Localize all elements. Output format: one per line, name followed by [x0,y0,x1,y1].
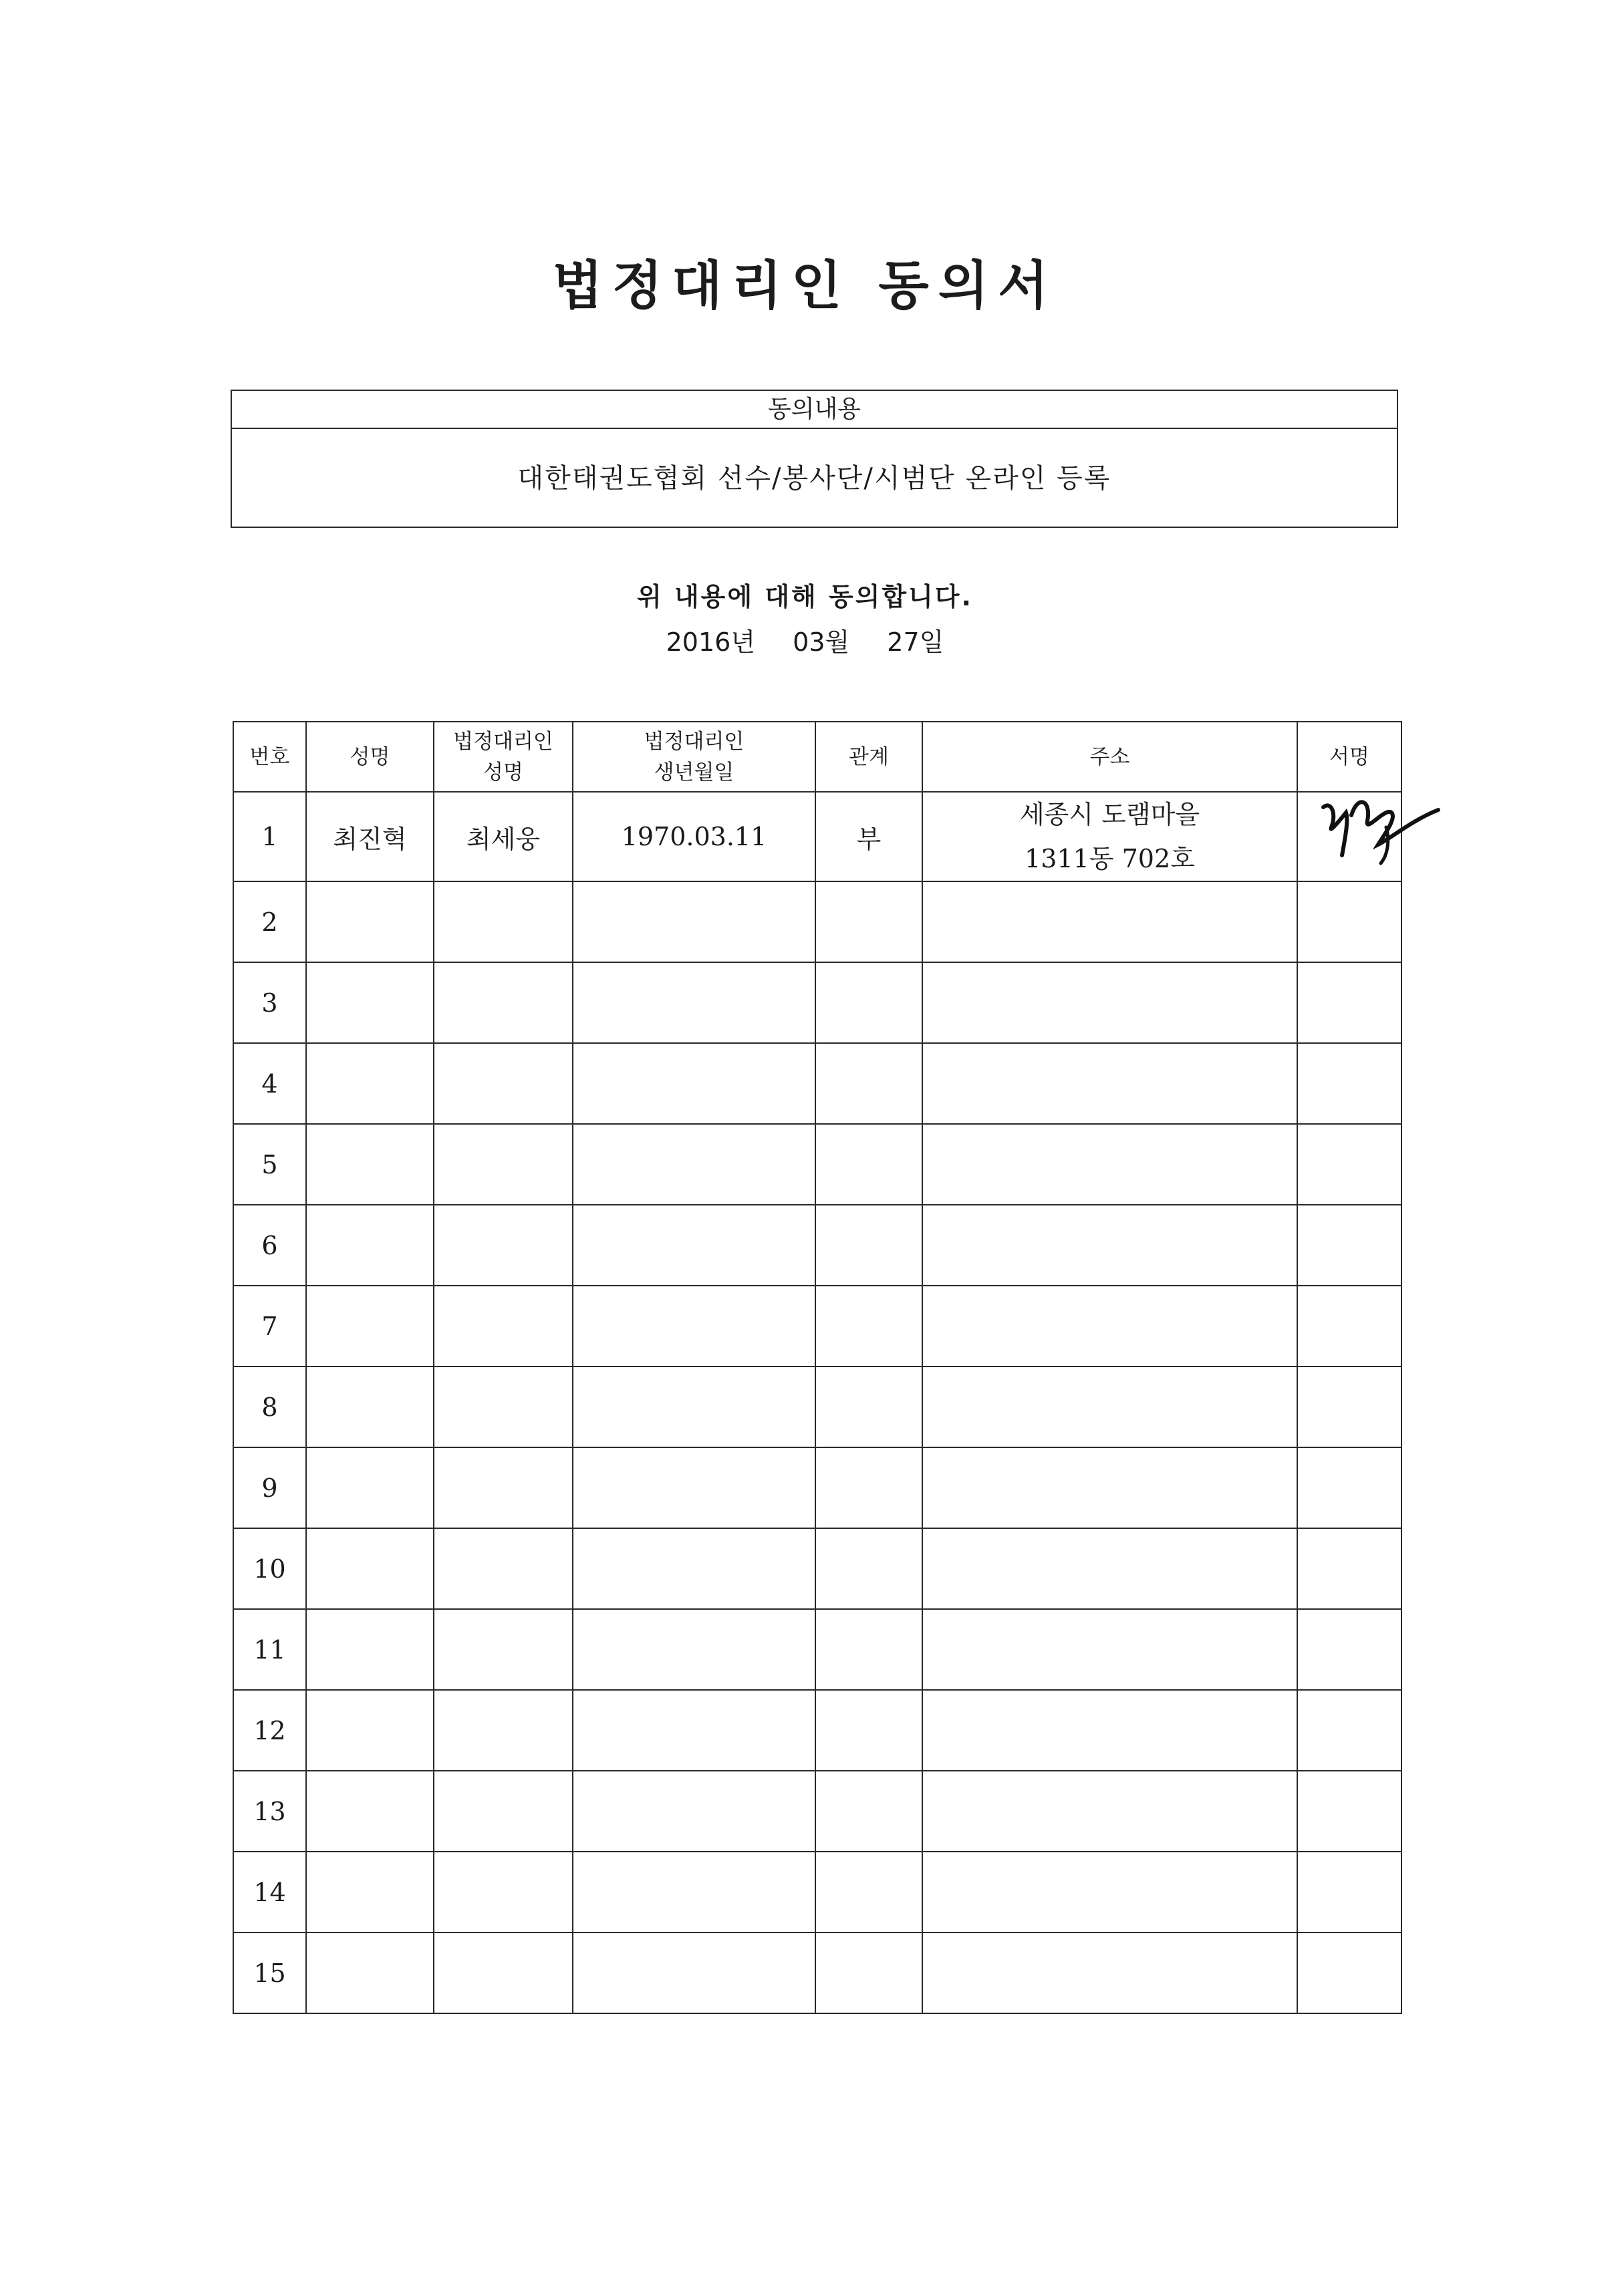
header-name: 성명 [306,722,434,792]
row-relation [815,881,922,962]
table-row [233,1205,1401,1286]
row-address [922,1447,1297,1528]
row-address [922,1609,1297,1690]
date-day: 27일 [887,627,944,657]
row-no: 5 [233,1124,306,1205]
row-address-line2: 1311동 702호 [1025,844,1195,873]
row-signature [1297,881,1401,962]
row-address-line1: 세종시 도램마을 [1019,800,1200,829]
row-name [306,1771,434,1852]
row-name [306,1609,434,1690]
row-no: 9 [233,1447,306,1528]
table-row [233,1771,1401,1852]
table-row [233,962,1401,1043]
row-guardian-name [434,1528,573,1609]
row-address [922,1852,1297,1932]
row-no: 11 [233,1609,306,1690]
row-signature [1297,792,1401,881]
row-guardian-birth [573,1124,815,1205]
header-guardian-birth-line1: 법정대리인 [644,729,745,754]
row-name [306,1124,434,1205]
row-guardian-birth [573,1367,815,1447]
row-address [922,1690,1297,1771]
row-name [306,962,434,1043]
row-name [306,1932,434,2013]
agreement-statement: 위 내용에 대해 동의합니다. [637,582,973,611]
row-guardian-birth [573,962,815,1043]
row-relation [815,1609,922,1690]
row-no: 1 [233,792,306,881]
row-relation [815,1286,922,1367]
row-name [306,881,434,962]
row-guardian-name [434,1124,573,1205]
row-guardian-birth [573,1690,815,1771]
row-signature [1297,1043,1401,1124]
row-relation [815,962,922,1043]
table-row [233,792,1401,881]
row-relation [815,1447,922,1528]
row-relation [815,1528,922,1609]
header-signature: 서명 [1297,722,1401,792]
handwritten-signature [1311,780,1445,874]
header-relation: 관계 [815,722,922,792]
row-address [922,1367,1297,1447]
row-no: 13 [233,1771,306,1852]
table-row [233,1043,1401,1124]
row-relation: 부 [815,792,922,881]
table-row [233,1124,1401,1205]
table-row [233,1690,1401,1771]
row-guardian-birth [573,1771,815,1852]
row-name [306,1852,434,1932]
row-signature [1297,1690,1401,1771]
row-relation [815,1771,922,1852]
row-no: 12 [233,1690,306,1771]
row-guardian-birth [573,1205,815,1286]
row-guardian-birth [573,1447,815,1528]
header-guardian-birth [573,722,815,792]
header-guardian-name-line1: 법정대리인 [453,729,553,754]
row-relation [815,1205,922,1286]
row-address [922,1124,1297,1205]
row-name [306,1205,434,1286]
row-guardian-birth [573,1609,815,1690]
row-relation [815,1367,922,1447]
date-year: 2016년 [666,627,756,657]
row-address [922,1528,1297,1609]
consent-date [0,621,1610,658]
row-guardian-birth [573,1528,815,1609]
row-no: 8 [233,1367,306,1447]
row-relation [815,1124,922,1205]
row-no: 15 [233,1932,306,2013]
row-name [306,1528,434,1609]
row-address [922,1286,1297,1367]
row-signature [1297,1528,1401,1609]
row-guardian-birth [573,1852,815,1932]
row-name: 최진혁 [306,792,434,881]
row-name [306,1367,434,1447]
row-signature [1297,1205,1401,1286]
row-name [306,1043,434,1124]
row-relation [815,1932,922,2013]
row-guardian-birth: 1970.03.11 [573,792,815,881]
row-no: 4 [233,1043,306,1124]
row-guardian-name [434,962,573,1043]
row-guardian-name [434,1932,573,2013]
row-guardian-birth [573,881,815,962]
row-guardian-birth [573,1286,815,1367]
row-signature [1297,1771,1401,1852]
row-address [922,1205,1297,1286]
row-no: 3 [233,962,306,1043]
row-address [922,881,1297,962]
row-guardian-name [434,1609,573,1690]
row-address [922,1043,1297,1124]
table-row [233,1528,1401,1609]
row-no: 10 [233,1528,306,1609]
header-guardian-name-line2: 성명 [483,760,523,784]
consent-box [231,390,1398,528]
row-relation [815,1690,922,1771]
row-no: 6 [233,1205,306,1286]
row-signature [1297,1609,1401,1690]
row-signature [1297,1367,1401,1447]
row-guardian-name [434,1852,573,1932]
row-no: 7 [233,1286,306,1367]
row-relation [815,1043,922,1124]
row-name [306,1447,434,1528]
row-signature [1297,1286,1401,1367]
table-row [233,1447,1401,1528]
header-guardian-name [434,722,573,792]
row-no: 14 [233,1852,306,1932]
row-guardian-name: 최세웅 [434,792,573,881]
table-row [233,881,1401,962]
table-row [233,1852,1401,1932]
row-address [922,1771,1297,1852]
table-row [233,1609,1401,1690]
row-signature [1297,1852,1401,1932]
header-no: 번호 [233,722,306,792]
row-no: 2 [233,881,306,962]
row-address [922,1932,1297,2013]
row-guardian-name [434,1043,573,1124]
row-guardian-name [434,1367,573,1447]
row-guardian-name [434,1690,573,1771]
row-address [922,962,1297,1043]
row-relation [815,1852,922,1932]
table-row [233,1932,1401,2013]
row-guardian-birth [573,1932,815,2013]
table-row [233,1286,1401,1367]
row-guardian-name [434,1447,573,1528]
row-signature [1297,1447,1401,1528]
row-name [306,1690,434,1771]
row-guardian-name [434,881,573,962]
row-address [922,792,1297,881]
date-month: 03월 [793,627,850,657]
header-guardian-birth-line2: 생년월일 [654,760,734,784]
row-signature [1297,1932,1401,2013]
consent-body: 대한태권도협회 선수/봉사단/시범단 온라인 등록 [517,463,1111,494]
row-guardian-name [434,1205,573,1286]
guardian-table [233,721,1402,2014]
table-row [233,1367,1401,1447]
document-title: 법정대리인 동의서 [552,255,1058,316]
row-guardian-name [434,1771,573,1852]
consent-header: 동의내용 [232,391,1397,429]
row-guardian-birth [573,1043,815,1124]
row-signature [1297,962,1401,1043]
row-guardian-name [434,1286,573,1367]
row-name [306,1286,434,1367]
row-signature [1297,1124,1401,1205]
table-header-row [233,722,1401,792]
header-address: 주소 [922,722,1297,792]
